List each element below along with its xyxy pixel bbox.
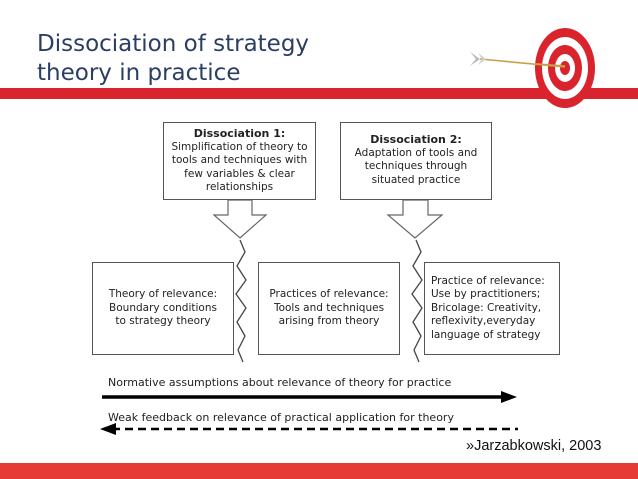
slide-title-line-2: theory in practice xyxy=(37,60,241,86)
dissociation-2-line: techniques through xyxy=(364,160,468,172)
box-line: to strategy theory xyxy=(115,315,211,328)
dissociation-1-box xyxy=(163,122,316,200)
dissociation-1-line: Simplification of theory to xyxy=(171,140,308,153)
dissociation-1-line: tools and techniques with xyxy=(171,154,308,166)
dissociation-1-line: relationships xyxy=(205,181,274,193)
dissociation-1-line: few variables & clear xyxy=(184,167,295,180)
box-line: Practice of relevance: xyxy=(431,274,545,287)
box-line: arising from theory xyxy=(278,315,380,328)
box-line: Boundary conditions xyxy=(109,301,217,314)
zigzag-separator-2 xyxy=(412,240,422,362)
box-line: Use by practitioners; xyxy=(431,288,541,301)
dissociation-2-heading: Dissociation 2: xyxy=(370,133,462,146)
citation: »Jarzabkowski, 2003 xyxy=(466,438,602,454)
feedback-arrow-head xyxy=(100,423,116,435)
dissociation-1-heading: Dissociation 1: xyxy=(193,127,286,140)
box-line: Tools and techniques xyxy=(273,301,385,314)
box-line: language of strategy xyxy=(431,328,541,341)
zigzag-separator-1 xyxy=(236,240,246,362)
down-arrow-2 xyxy=(388,200,442,238)
weak-feedback-label: Weak feedback on relevance of practical application for theory xyxy=(108,411,454,424)
dissociation-2-line: situated practice xyxy=(371,173,461,186)
normative-assumptions-label: Normative assumptions about relevance of theory for practice xyxy=(108,376,452,389)
theory-of-relevance-box xyxy=(92,262,234,355)
down-arrow-1 xyxy=(214,200,266,238)
box-line: Practices of relevance: xyxy=(269,288,389,301)
slide-title-line-1: Dissociation of strategy xyxy=(37,31,310,57)
box-line: Bricolage: Creativity, xyxy=(431,301,542,314)
bottom-red-band xyxy=(0,463,638,479)
dissociation-2-line: Adaptation of tools and xyxy=(354,146,478,159)
dissociation-2-box xyxy=(340,122,492,200)
practice-of-relevance-box xyxy=(424,262,560,355)
box-line: Theory of relevance: xyxy=(108,288,218,301)
normative-arrow-head xyxy=(501,391,517,403)
practices-of-relevance-box xyxy=(258,262,400,355)
box-line: reflexivity,everyday xyxy=(431,315,536,328)
